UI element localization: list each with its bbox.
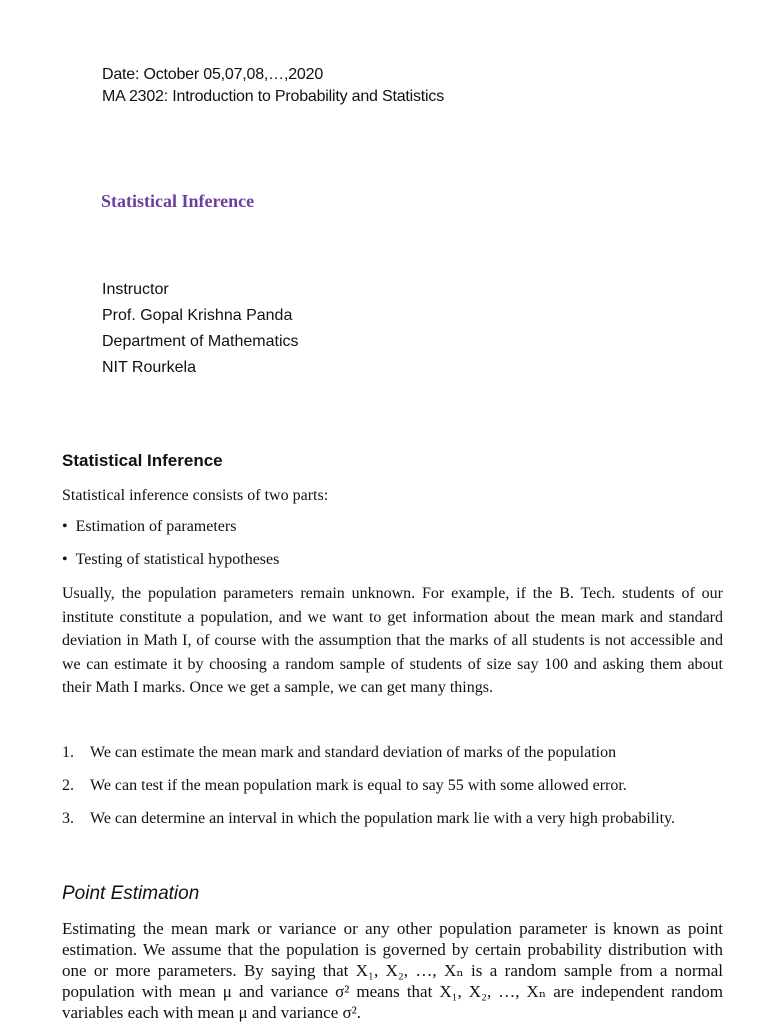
item-text: We can estimate the mean mark and standard deviation of marks of the population xyxy=(90,744,617,761)
bullet-item xyxy=(62,551,279,569)
item-text: We can test if the mean population mark is equal to say 55 with some allowed error. xyxy=(90,777,627,794)
item-text: We can determine an interval in which the population mark lie with a very high probability. xyxy=(90,810,676,827)
bullet-item xyxy=(62,518,236,536)
item-number: 1. xyxy=(62,744,74,761)
bullet-text: Estimation of parameters xyxy=(75,518,237,535)
item-wrap xyxy=(62,807,723,831)
numbered-item xyxy=(62,774,723,798)
bullet-icon: • xyxy=(62,518,76,535)
item-number: 3. xyxy=(62,810,74,827)
section-heading-statistical-inference: Statistical Inference xyxy=(62,451,223,470)
instructor-department: Department of Mathematics xyxy=(102,333,299,350)
date-line: Date: October 05,07,08,…,2020 xyxy=(102,66,324,83)
course-title: MA 2302: Introduction to Probability and Statistics xyxy=(102,88,444,105)
body-paragraph: Usually, the population parameters remain unknown. For example, if the B. Tech. students of our institute constitute a population, and we want to get information about the mean mark and standard deviation in Math I, of course with the assumption that the marks of all students is not accessible and we can estimate it by choosing a random sample of students of size say 100 and asking them about their Math I marks. Once we get a sample, we can get many things. xyxy=(62,585,723,696)
instructor-institute: NIT Rourkela xyxy=(102,359,196,376)
section-heading-point-estimation: Point Estimation xyxy=(62,883,200,904)
instructor-name: Prof. Gopal Krishna Panda xyxy=(102,307,293,324)
cover-title: Statistical Inference xyxy=(101,191,255,211)
bullet-text: Testing of statistical hypotheses xyxy=(75,551,280,568)
numbered-item xyxy=(62,807,723,831)
item-number: 2. xyxy=(62,777,74,794)
intro-text: Statistical inference consists of two parts: xyxy=(62,487,329,504)
point-estimation-paragraph: Estimating the mean mark or variance or any other population parameter is known as point estimation. We assume that the population is governed by certain probability distribution with one or more parameters. By saying that X₁, X₂, …, Xₙ is a random sample from a normal population with mean μ and variance σ² means that X₁, X₂, …, Xₙ are independent random variables each with mean μ and variance σ². xyxy=(62,919,723,1022)
instructor-label: Instructor xyxy=(102,281,169,298)
numbered-item xyxy=(62,741,723,765)
bullet-icon: • xyxy=(62,551,76,568)
